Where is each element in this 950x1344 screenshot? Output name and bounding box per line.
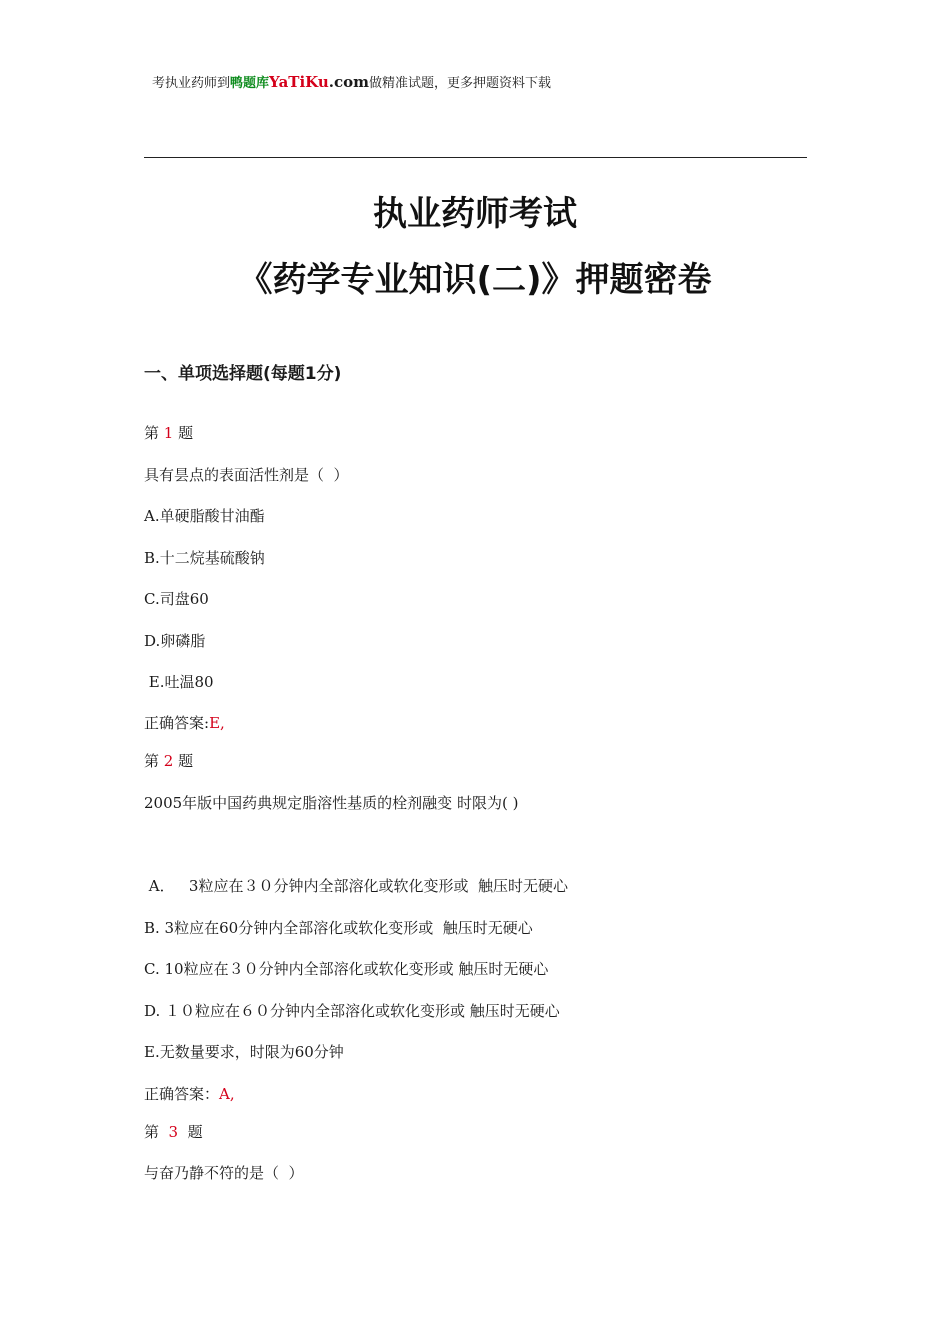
question-number: 3: [168, 1123, 179, 1141]
question-label-suffix: 题: [178, 1123, 203, 1141]
question-stem: 2005年版中国药典规定脂溶性基质的栓剂融变 时限为( ): [144, 794, 519, 812]
option-d: D. １０粒应在６０分钟内全部溶化或软化变形或 触压时无硬心: [144, 1002, 560, 1020]
question-stem: 与奋乃静不符的是（ ）: [144, 1164, 304, 1182]
option-e: E.无数量要求，时限为60分钟: [144, 1043, 344, 1061]
header-suffix: 做精准试题，更多押题资料下载: [369, 76, 552, 91]
option-a: A． 3粒应在３０分钟内全部溶化或软化变形或 触压时无硬心: [144, 877, 568, 895]
question-label-prefix: 第: [144, 1123, 169, 1141]
question-label-prefix: 第: [144, 424, 164, 442]
option-e: E.吐温80: [144, 673, 214, 691]
brand-name-en[interactable]: YaTiKu: [269, 73, 329, 91]
header-banner: [152, 72, 551, 91]
answer-value: E,: [209, 714, 225, 732]
option-c: C.司盘60: [144, 590, 209, 608]
option-c: C. 10粒应在３０分钟内全部溶化或软化变形或 触压时无硬心: [144, 960, 549, 978]
option-b: B.十二烷基硫酸钠: [144, 549, 265, 567]
answer-label: 正确答案:: [144, 714, 210, 732]
question-label: [144, 750, 193, 771]
answer-value: A,: [219, 1085, 235, 1103]
question-label-prefix: 第: [144, 752, 164, 770]
brand-name-cn[interactable]: 鸭题库: [230, 76, 270, 91]
doc-title-line2: 《药学专业知识(二)》押题密卷: [238, 260, 712, 300]
question-label-suffix: 题: [173, 752, 194, 770]
answer-label: 正确答案：: [144, 1085, 220, 1103]
question-label: [144, 422, 193, 443]
question-stem: 具有昙点的表面活性剂是（ ）: [144, 466, 349, 484]
question-number: 2: [163, 752, 174, 770]
answer-line: [144, 1083, 235, 1104]
option-b: B. 3粒应在60分钟内全部溶化或软化变形或 触压时无硬心: [144, 919, 533, 937]
question-label-suffix: 题: [173, 424, 194, 442]
brand-domain[interactable]: .com: [328, 73, 370, 91]
header-prefix: 考执业药师到: [152, 76, 231, 91]
option-a: A.单硬脂酸甘油酯: [144, 507, 265, 525]
section-heading: 一、单项选择题(每题1分): [144, 364, 342, 384]
answer-line: [144, 712, 225, 733]
option-d: D.卵磷脂: [144, 632, 206, 650]
question-number: 1: [163, 424, 174, 442]
question-label: [144, 1121, 203, 1142]
header-divider: [144, 157, 807, 158]
doc-title-line1: 执业药师考试: [373, 194, 577, 234]
